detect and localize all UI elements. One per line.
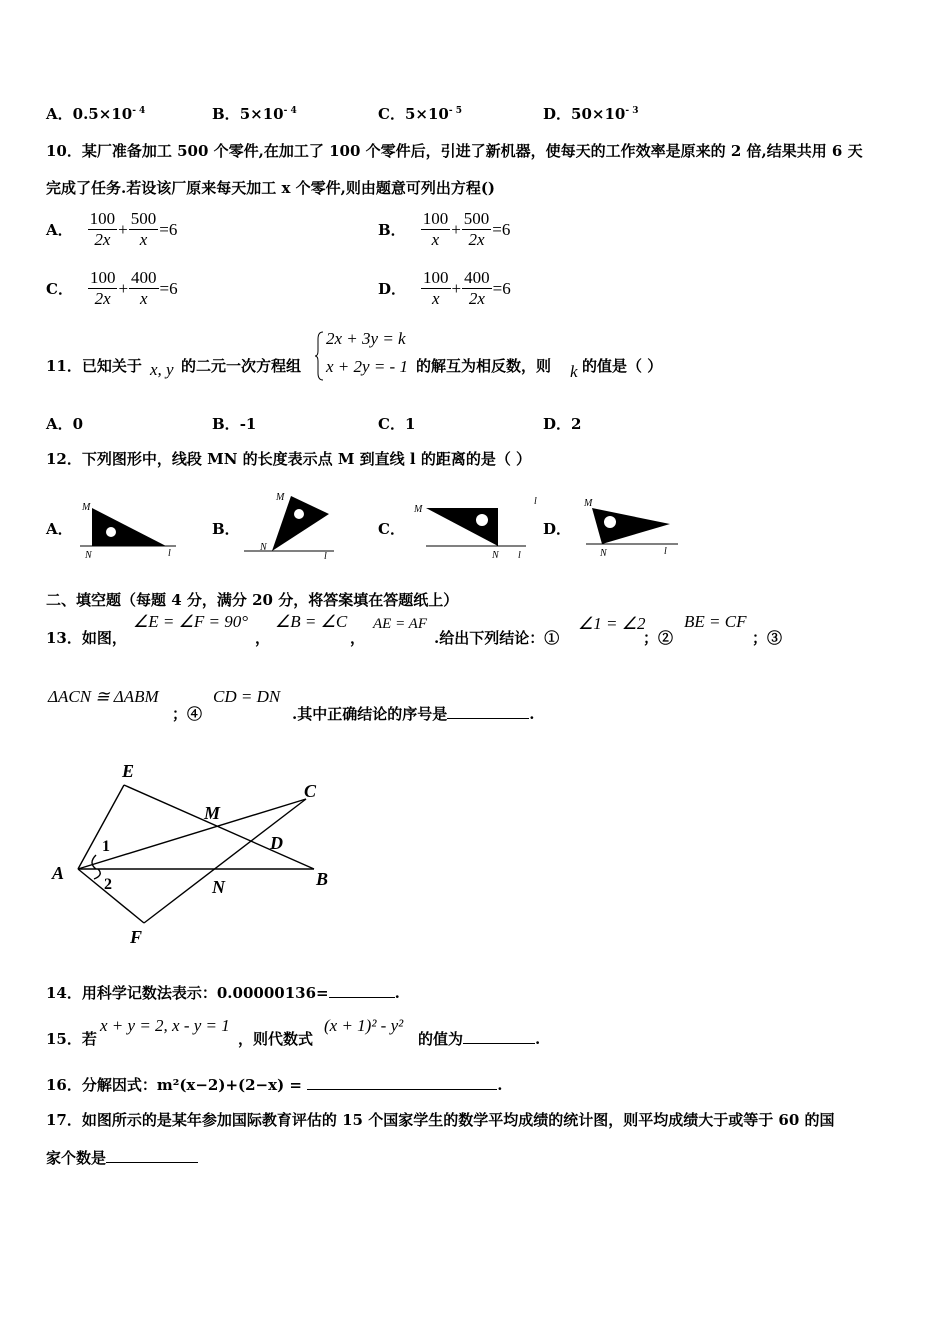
- q15-mid: ，则代数式: [238, 1030, 314, 1048]
- q12-b-label-m: M: [276, 492, 285, 503]
- q9-option-d: D．$50\times 10^{- 3}$: [543, 105, 639, 123]
- q9-option-b: B．$5\times 10^{- 4}$: [212, 105, 297, 123]
- q12-stem: 12．下列图形中，线段 MN 的长度表示点 M 到直线 l 的距离的是（ ）: [46, 450, 532, 468]
- q12-d-label-l: l: [664, 546, 667, 557]
- q11-suffix2: 的值是（ ）: [582, 357, 663, 375]
- q13-cond3: AE = AF: [373, 616, 428, 632]
- q13-sep4: ；④: [172, 705, 203, 723]
- q9-option-c: C．$5\times 10^{- 5}$: [378, 105, 462, 123]
- q13-comma1: ，: [255, 629, 271, 647]
- q13-point-c: C: [304, 781, 317, 801]
- q13-figure: [44, 755, 354, 950]
- q10-stem-line2: 完成了任务.若设该厂原来每天加工 x 个零件,则由题意可列出方程(): [46, 179, 496, 197]
- q10-option-c: C． $\frac{100}{2x}$ + $\frac{400}{x}$ =6: [46, 268, 178, 308]
- q13-answer-blank[interactable]: [447, 704, 529, 719]
- q13-conclusion1: ∠1 = ∠2: [578, 614, 646, 633]
- q13-angle-1: 1: [102, 838, 110, 855]
- q13-point-a: A: [52, 863, 65, 883]
- q13-conclusion3: ΔACN ≅ ΔABM: [48, 687, 159, 706]
- q12-c-label-l2: l: [534, 496, 537, 507]
- q13-point-d: D: [270, 833, 283, 853]
- q12-c-label-m: M: [414, 504, 423, 515]
- q14-answer-blank[interactable]: [329, 983, 395, 998]
- q11-suffix1: 的解互为相反数，则: [416, 357, 552, 375]
- q12-b-label-l: l: [324, 551, 327, 560]
- q13-conclusion2: BE = CF: [684, 612, 747, 631]
- q11-option-d: D．2: [543, 415, 582, 433]
- q12-figure-d: [578, 494, 686, 560]
- q11-option-a: A．0: [46, 415, 84, 433]
- q15-answer-blank[interactable]: [463, 1029, 535, 1044]
- q11-eq2: x + 2y = - 1: [326, 357, 408, 376]
- q10-option-b: B． $\frac{100}{x}$ + $\frac{500}{2x}$ =6: [378, 209, 511, 249]
- q13-point-b: B: [316, 869, 329, 889]
- q13-tail: .其中正确结论的序号是 .: [292, 705, 535, 723]
- q12-figure-c: [410, 490, 540, 560]
- q12-b-label-n: N: [260, 542, 267, 553]
- q12-figure-b: [242, 488, 342, 560]
- q11-option-b: B．-1: [212, 415, 257, 433]
- q12-c-label-n: N: [492, 550, 499, 560]
- q15-prefix: 15．若: [46, 1030, 97, 1048]
- q12-option-b-label: B．: [212, 520, 240, 538]
- q11-brace-icon: [315, 331, 325, 381]
- q10-stem-line1: 10．某厂准备加工 500 个零件,在加工了 100 个零件后，引进了新机器，使每天的工作效率是原来的 2 倍,结果共用 6 天: [46, 142, 863, 160]
- q12-d-label-n: N: [600, 548, 607, 559]
- q13-point-f: F: [130, 927, 143, 947]
- q13-sep2: ；②: [643, 629, 674, 647]
- q10-option-d: D． $\frac{100}{x}$ + $\frac{400}{2x}$ =6: [378, 268, 511, 308]
- q12-option-a-label: A．: [46, 520, 73, 538]
- q16-stem: 16．分解因式：m²(x−2)+(2−x) = .: [46, 1076, 503, 1094]
- q13-conclusion4: CD = DN: [213, 687, 281, 706]
- q9-option-a: A．$0.5\times 10^{- 4}$: [46, 105, 146, 123]
- q11-option-c: C．1: [378, 415, 416, 433]
- q13-angle-2: 2: [104, 876, 112, 893]
- q15-expr: (x + 1)² - y²: [324, 1016, 404, 1035]
- q12-figure-a: [78, 498, 178, 560]
- q12-option-c-label: C．: [378, 520, 405, 538]
- q12-a-label-m: M: [82, 502, 91, 513]
- q13-cond1: ∠E = ∠F = 90°: [133, 612, 248, 631]
- q13-point-e: E: [122, 761, 135, 781]
- q13-comma2: ，: [350, 629, 366, 647]
- section-2-heading: 二、填空题（每题 4 分，满分 20 分，将答案填在答题纸上）: [46, 591, 459, 609]
- q11-vars: x, y: [150, 360, 174, 379]
- q17-answer-blank[interactable]: [106, 1148, 198, 1163]
- q13-prefix: 13．如图，: [46, 629, 127, 647]
- q13-point-m: M: [204, 803, 221, 823]
- q10-option-a: A． $\frac{100}{2x}$ + $\frac{500}{x}$ =6: [46, 209, 178, 249]
- q12-option-d-label: D．: [543, 520, 572, 538]
- q11-eq1: 2x + 3y = k: [326, 329, 406, 348]
- q12-a-label-n: N: [85, 550, 92, 560]
- q12-c-label-l: l: [518, 550, 521, 560]
- q12-a-label-l: l: [168, 548, 171, 559]
- q11-mid: 的二元一次方程组: [181, 357, 302, 375]
- q13-given: .给出下列结论：①: [434, 629, 560, 647]
- q11-prefix: 11．已知关于: [46, 357, 142, 375]
- q16-answer-blank[interactable]: [307, 1075, 497, 1090]
- q17-stem-line1: 17．如图所示的是某年参加国际教育评估的 15 个国家学生的数学平均成绩的统计图，则平均成绩大于或等于 60 的国: [46, 1111, 835, 1129]
- q13-sep3: ；③: [752, 629, 783, 647]
- q15-suffix: 的值为 .: [418, 1030, 541, 1048]
- q12-d-label-m: M: [584, 498, 593, 509]
- q14-stem: 14．用科学记数法表示：0.00000136= .: [46, 984, 400, 1002]
- q13-point-n: N: [212, 877, 225, 897]
- q17-stem-line2: 家个数是: [46, 1147, 198, 1168]
- q11-k: k: [570, 362, 578, 381]
- q13-cond2: ∠B = ∠C: [275, 612, 348, 631]
- q15-cond: x + y = 2, x - y = 1: [100, 1016, 230, 1035]
